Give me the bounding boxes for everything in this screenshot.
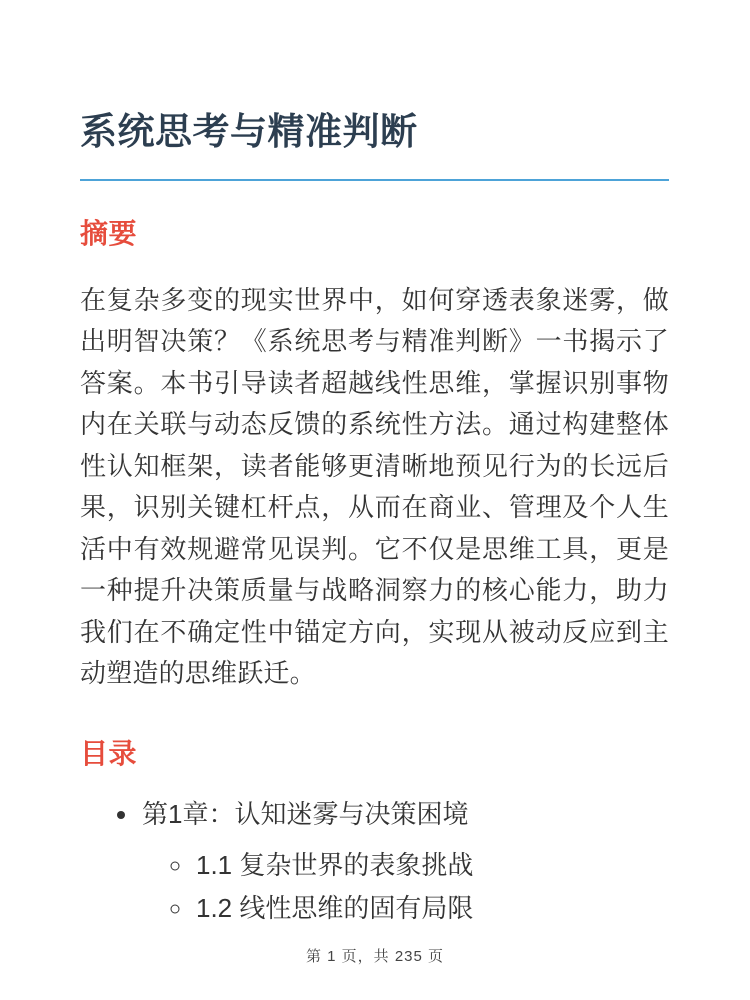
abstract-heading: 摘要 — [80, 217, 138, 249]
page-title: 系统思考与精准判断 — [80, 112, 669, 181]
toc-section-item: ◦ 1.2 线性思维的固有局限 — [194, 893, 669, 923]
toc-chapter-item — [140, 798, 669, 923]
toc-list — [80, 798, 669, 923]
page-footer: 第 1 页，共 235 页 — [305, 948, 445, 965]
toc-chapter-label: 第1章：认知迷雾与决策困境 — [142, 798, 469, 829]
toc-section-item: ◦ 1.1 复杂世界的表象挑战 — [194, 850, 669, 880]
toc-subsection-list — [142, 850, 669, 923]
toc-heading: 目录 — [80, 737, 138, 769]
abstract-paragraph: 在复杂多变的现实世界中，如何穿透表象迷雾，做出明智决策？《系统思考与精准判断》一书揭示了答案。本书引导读者超越线性思维，掌握识别事物内在关联与动态反馈的系统性方法。通过构建整体性认知框架，读者能够更清晰地预见行为的长远后果，识别关键杠杆点，从而在商业、管理及个人生活中有效规避常见误判。它不仅是思维工具，更是一种提升决策质量与战略洞察力的核心能力，助力我们在不确定性中锚定方向，实现从被动反应到主动塑造的思维跃迁。 — [80, 284, 669, 689]
